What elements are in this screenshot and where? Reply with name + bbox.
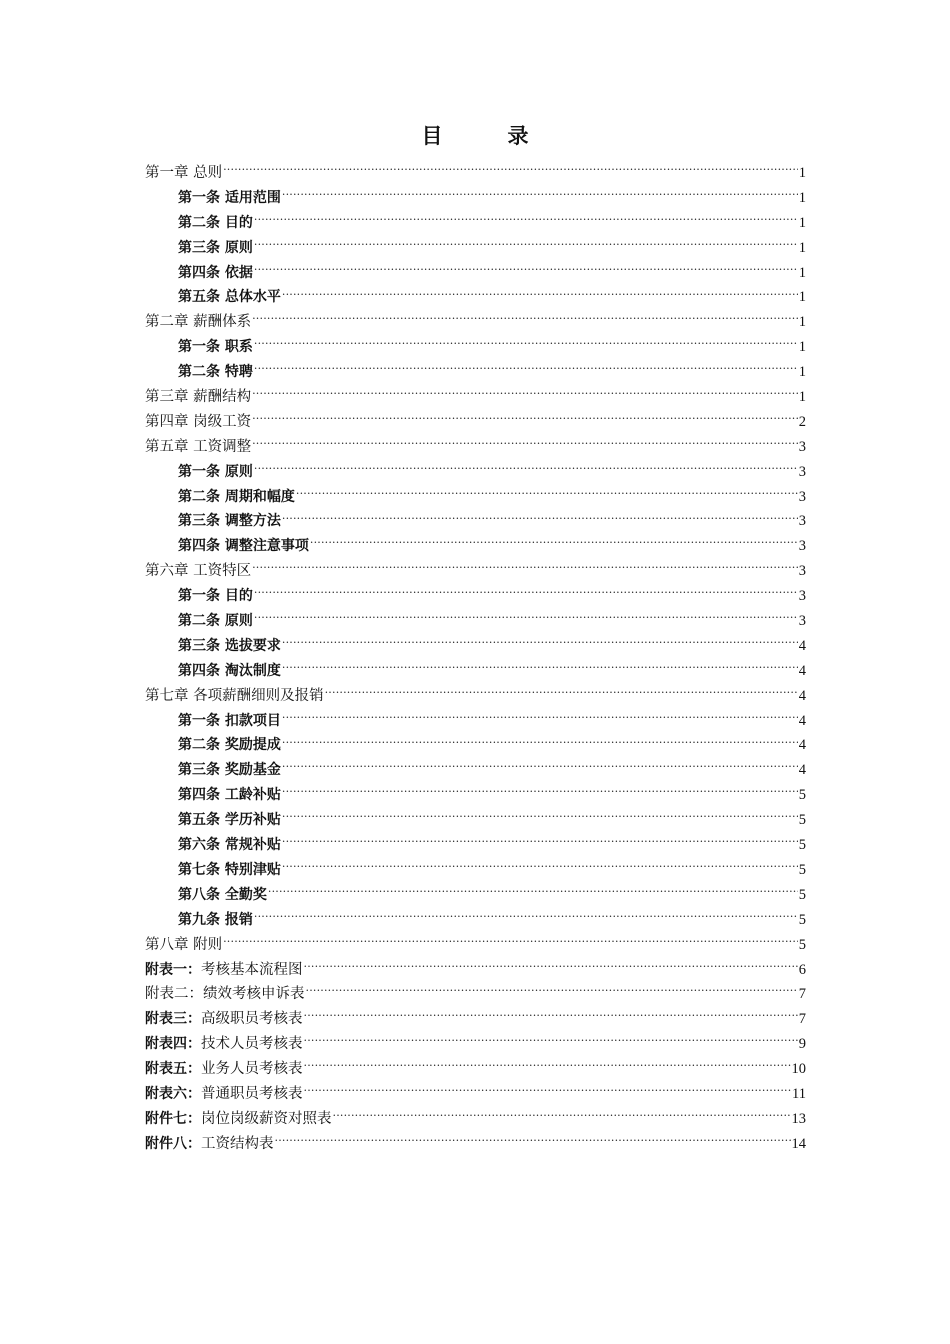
toc-entry[interactable] [145, 161, 806, 186]
toc-entry[interactable] [145, 933, 806, 958]
toc-entry-title [178, 460, 253, 485]
toc-entry-label: 第五条 总体水平 [178, 289, 281, 306]
toc-entry[interactable] [145, 858, 806, 883]
toc-leader-dots [304, 1034, 798, 1049]
toc-page-number: 11 [792, 1085, 806, 1102]
toc-page-number: 3 [798, 513, 806, 530]
toc-leader-dots [304, 1059, 791, 1074]
toc-entry-title [178, 908, 253, 933]
toc-entry[interactable] [145, 982, 806, 1007]
toc-leader-dots [282, 635, 798, 650]
toc-entry-label: 第二条 原则 [178, 613, 253, 630]
toc-entry-prefix: 附表一： [145, 961, 201, 978]
toc-entry-label: 第二条 周期和幅度 [178, 488, 295, 505]
toc-page-number: 3 [798, 613, 806, 630]
toc-entry-title [178, 783, 281, 808]
toc-entry[interactable] [145, 211, 806, 236]
toc-page-number: 3 [798, 538, 806, 555]
toc-page-number: 1 [798, 364, 806, 381]
toc-entry-title [178, 833, 281, 858]
toc-entry-label: 第二条 目的 [178, 214, 253, 231]
toc-page-number: 1 [798, 339, 806, 356]
toc-entry-label: 高级职员考核表 [201, 1011, 303, 1028]
toc-entry-title [178, 634, 281, 659]
page-title: 目 录 [421, 123, 551, 148]
toc-entry[interactable] [145, 659, 806, 684]
toc-entry-title [145, 385, 251, 410]
toc-entry-title [145, 933, 222, 958]
toc-leader-dots [252, 312, 798, 327]
toc-entry-label: 第三章 薪酬结构 [145, 389, 252, 406]
toc-entry-title [145, 1057, 303, 1082]
toc-entry-title [145, 310, 251, 335]
toc-entry-label: 工资结构表 [201, 1135, 274, 1152]
toc-entry-label: 第七章 各项薪酬细则及报销 [145, 687, 324, 704]
toc-entry-title [145, 559, 251, 584]
toc-entry[interactable] [145, 833, 806, 858]
toc-page-number: 10 [791, 1061, 806, 1078]
toc-page-number: 3 [798, 463, 806, 480]
toc-entry-prefix: 附表六： [145, 1085, 201, 1102]
toc-entry[interactable] [145, 261, 806, 286]
toc-entry-prefix: 附表四： [145, 1036, 201, 1053]
toc-page-number: 4 [798, 712, 806, 729]
toc-entry-title [145, 161, 222, 186]
toc-entry[interactable] [145, 883, 806, 908]
toc-entry[interactable] [145, 335, 806, 360]
toc-entry-label: 第九条 报销 [178, 911, 253, 928]
toc-leader-dots [223, 934, 798, 949]
toc-page-number: 4 [798, 662, 806, 679]
toc-entry-prefix: 附表二： [145, 986, 203, 1003]
toc-entry-label: 业务人员考核表 [201, 1061, 303, 1078]
table-of-contents [145, 161, 806, 1157]
toc-leader-dots [282, 760, 798, 775]
toc-page-number: 1 [798, 214, 806, 231]
toc-leader-dots [282, 785, 798, 800]
toc-entry-title [178, 509, 281, 534]
toc-entry-label: 第二章 薪酬体系 [145, 314, 252, 331]
toc-entry-title [178, 609, 253, 634]
toc-entry-label: 第三条 调整方法 [178, 513, 281, 530]
toc-entry-prefix: 附件八： [145, 1135, 201, 1152]
toc-entry-title [145, 1007, 303, 1032]
toc-entry-label: 第一条 扣款项目 [178, 712, 281, 729]
toc-entry-title [145, 684, 324, 709]
toc-entry[interactable] [145, 1082, 806, 1107]
toc-entry-title [178, 186, 281, 211]
toc-entry-label: 第四条 依据 [178, 264, 253, 281]
toc-leader-dots [252, 387, 798, 402]
toc-page-number: 1 [798, 165, 806, 181]
toc-entry-label: 第一条 职系 [178, 339, 253, 356]
toc-page-number: 5 [798, 837, 806, 854]
toc-page-number: 4 [798, 687, 806, 704]
toc-page-number: 3 [798, 438, 806, 455]
toc-entry-label: 第三条 选拔要求 [178, 637, 281, 654]
toc-entry[interactable] [145, 758, 806, 783]
toc-entry-title [145, 410, 251, 435]
toc-entry-label: 普通职员考核表 [201, 1085, 303, 1102]
toc-leader-dots [304, 1009, 798, 1024]
toc-entry-label: 第一条 适用范围 [178, 189, 281, 206]
toc-page-number: 5 [798, 861, 806, 878]
toc-entry-label: 第四条 调整注意事项 [178, 538, 309, 555]
toc-leader-dots [282, 187, 798, 202]
toc-entry-label: 第四条 工龄补贴 [178, 787, 281, 804]
toc-page-number: 1 [798, 314, 806, 331]
toc-entry-title [178, 261, 253, 286]
toc-entry-title [178, 709, 281, 734]
toc-leader-dots [268, 884, 798, 899]
toc-entry[interactable] [145, 808, 806, 833]
toc-leader-dots [252, 436, 798, 451]
toc-page-number: 4 [798, 762, 806, 779]
toc-entry-title [178, 285, 281, 310]
toc-entry-label: 绩效考核申诉表 [203, 986, 305, 1003]
toc-entry[interactable] [145, 783, 806, 808]
toc-leader-dots [254, 909, 798, 924]
toc-entry-prefix: 附表五： [145, 1061, 201, 1078]
toc-entry[interactable] [145, 1107, 806, 1132]
toc-page-number: 1 [798, 264, 806, 281]
toc-page-number: 5 [798, 886, 806, 903]
toc-page-number: 6 [798, 961, 806, 978]
toc-entry[interactable] [145, 634, 806, 659]
toc-leader-dots [282, 859, 798, 874]
toc-entry-label: 第二条 奖励提成 [178, 737, 281, 754]
toc-page-number: 5 [798, 812, 806, 829]
toc-entry-label: 第七条 特别津贴 [178, 861, 281, 878]
toc-entry[interactable] [145, 285, 806, 310]
toc-entry-label: 技术人员考核表 [201, 1036, 303, 1053]
toc-entry[interactable] [145, 460, 806, 485]
toc-entry-label: 第四条 淘汰制度 [178, 662, 281, 679]
toc-page-number: 4 [798, 637, 806, 654]
toc-leader-dots [306, 984, 798, 999]
toc-entry-title [145, 982, 305, 1007]
toc-leader-dots [254, 611, 798, 626]
toc-leader-dots [282, 511, 798, 526]
toc-entry-title [178, 211, 253, 236]
toc-entry[interactable] [145, 509, 806, 534]
toc-page-number: 5 [798, 787, 806, 804]
toc-entry-label: 第八章 附则 [145, 936, 223, 953]
toc-entry[interactable] [145, 1057, 806, 1082]
toc-entry-label: 岗位岗级薪资对照表 [201, 1110, 332, 1127]
toc-entry-label: 第五条 学历补贴 [178, 812, 281, 829]
toc-leader-dots [282, 287, 798, 302]
toc-page-number: 1 [798, 189, 806, 206]
toc-entry-title [178, 808, 281, 833]
toc-page-number: 4 [798, 737, 806, 754]
toc-page-number: 3 [798, 563, 806, 580]
toc-entry-title [178, 758, 281, 783]
toc-entry[interactable] [145, 684, 806, 709]
toc-entry[interactable] [145, 485, 806, 510]
toc-page-number: 7 [798, 986, 806, 1003]
toc-entry-label: 第一条 原则 [178, 463, 253, 480]
toc-leader-dots [254, 461, 798, 476]
toc-entry[interactable] [145, 908, 806, 933]
toc-page-number: 9 [798, 1036, 806, 1053]
toc-page-number: 5 [798, 911, 806, 928]
toc-entry-label: 第八条 全勤奖 [178, 886, 267, 903]
toc-leader-dots [333, 1108, 791, 1123]
toc-entry[interactable] [145, 559, 806, 584]
toc-entry[interactable] [145, 360, 806, 385]
toc-leader-dots [304, 1083, 792, 1098]
toc-leader-dots [282, 735, 798, 750]
toc-page-number: 3 [798, 588, 806, 605]
toc-entry[interactable] [145, 310, 806, 335]
toc-entry[interactable] [145, 958, 806, 983]
toc-leader-dots [282, 660, 798, 675]
toc-leader-dots [310, 536, 798, 551]
toc-page-number: 2 [798, 413, 806, 430]
toc-page-number: 1 [798, 239, 806, 256]
toc-leader-dots [282, 810, 798, 825]
toc-page-number: 5 [798, 936, 806, 953]
toc-entry[interactable] [145, 609, 806, 634]
toc-leader-dots [325, 685, 798, 700]
toc-entry[interactable] [145, 385, 806, 410]
toc-entry[interactable] [145, 1007, 806, 1032]
toc-entry-title [178, 584, 253, 609]
toc-entry-title [145, 1132, 274, 1157]
toc-entry[interactable] [145, 733, 806, 758]
toc-entry-label: 第五章 工资调整 [145, 438, 252, 455]
toc-entry-label: 第四章 岗级工资 [145, 413, 252, 430]
toc-entry[interactable] [145, 584, 806, 609]
toc-entry-prefix: 附件七： [145, 1110, 201, 1127]
toc-page-number: 3 [798, 488, 806, 505]
toc-entry[interactable] [145, 1032, 806, 1057]
toc-entry-label: 第二条 特聘 [178, 364, 253, 381]
toc-entry-label: 第三条 原则 [178, 239, 253, 256]
toc-leader-dots [223, 163, 798, 178]
toc-entry-label: 第一章 总则 [145, 165, 223, 181]
toc-page-number: 1 [798, 289, 806, 306]
toc-entry-label: 考核基本流程图 [201, 961, 303, 978]
toc-entry-title [178, 733, 281, 758]
toc-leader-dots [254, 212, 798, 227]
toc-leader-dots [254, 237, 798, 252]
toc-entry[interactable] [145, 1132, 806, 1157]
toc-leader-dots [254, 362, 798, 377]
toc-entry-title [178, 858, 281, 883]
toc-leader-dots [252, 561, 798, 576]
toc-entry-title [178, 360, 253, 385]
toc-entry-title [178, 534, 309, 559]
toc-page-number: 1 [798, 389, 806, 406]
toc-entry[interactable] [145, 410, 806, 435]
toc-leader-dots [254, 586, 798, 601]
toc-entry-title [145, 958, 303, 983]
toc-page-number: 7 [798, 1011, 806, 1028]
toc-leader-dots [296, 486, 798, 501]
toc-leader-dots [252, 411, 798, 426]
toc-entry-label: 第一条 目的 [178, 588, 253, 605]
toc-entry-label: 第六条 常规补贴 [178, 837, 281, 854]
toc-page-number: 13 [791, 1110, 806, 1127]
toc-entry-title [178, 335, 253, 360]
toc-entry[interactable] [145, 186, 806, 211]
toc-entry-label: 第六章 工资特区 [145, 563, 252, 580]
toc-entry[interactable] [145, 435, 806, 460]
toc-entry-title [178, 659, 281, 684]
toc-entry-title [145, 1032, 303, 1057]
toc-leader-dots [254, 337, 798, 352]
toc-entry-title [145, 1107, 332, 1132]
toc-entry-title [145, 1082, 303, 1107]
toc-leader-dots [275, 1133, 791, 1148]
toc-entry-prefix: 附表三： [145, 1011, 201, 1028]
toc-entry-title [178, 883, 267, 908]
toc-entry[interactable] [145, 236, 806, 261]
toc-entry-title [145, 435, 251, 460]
toc-page-number: 14 [791, 1135, 806, 1152]
toc-entry[interactable] [145, 534, 806, 559]
toc-entry-title [178, 485, 295, 510]
toc-entry[interactable] [145, 709, 806, 734]
toc-leader-dots [282, 710, 798, 725]
toc-entry-label: 第三条 奖励基金 [178, 762, 281, 779]
toc-leader-dots [282, 835, 798, 850]
toc-leader-dots [254, 262, 798, 277]
toc-leader-dots [304, 959, 798, 974]
toc-entry-title [178, 236, 253, 261]
